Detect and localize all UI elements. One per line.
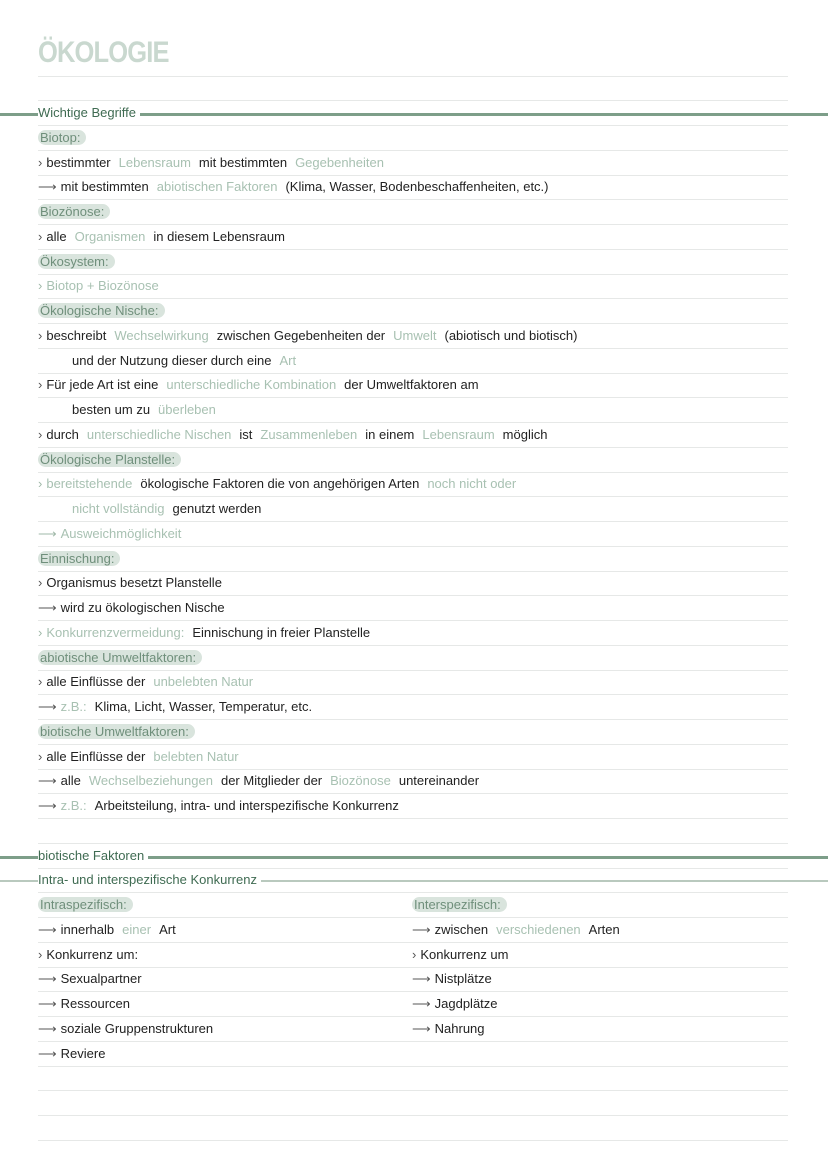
arrow-icon: ⟶ <box>412 1020 431 1036</box>
note-text: belebten Natur <box>153 748 239 764</box>
note-left-column <box>38 203 118 221</box>
arrow-icon: ⟶ <box>38 525 57 541</box>
section-heading: Wichtige Begriffe <box>38 105 140 120</box>
note-text: bereitstehende <box>46 476 133 492</box>
arrow-icon: ⟶ <box>38 1020 57 1036</box>
note-line <box>38 151 788 176</box>
note-text: mit bestimmten <box>60 179 149 195</box>
arrow-icon: ⟶ <box>38 996 57 1011</box>
note-text: z.B.: <box>60 798 87 813</box>
bullet-icon: › <box>38 674 43 690</box>
note-line <box>38 670 788 695</box>
note-left-column <box>38 970 150 988</box>
note-text: mit bestimmten <box>198 154 288 170</box>
note-text: ökologische Faktoren die von angehörigen Arten <box>140 476 420 492</box>
note-left-column <box>38 104 148 122</box>
note-text: alle Einflüsse der <box>46 674 146 690</box>
note-line <box>38 349 788 374</box>
note-line <box>38 472 788 497</box>
note-text: Nistplätze <box>434 971 492 987</box>
note-text: Gegebenheiten <box>295 154 384 170</box>
note-line <box>38 200 788 225</box>
note-line <box>38 646 788 671</box>
note-line <box>38 274 788 299</box>
note-line <box>38 299 788 324</box>
note-left-column <box>38 352 304 370</box>
note-text: Sexualpartner <box>60 971 142 987</box>
section-heading: Intra- und interspezifische Konkurrenz <box>38 872 261 887</box>
note-text: (Klima, Wasser, Bodenbeschaffenheiten, etc.) <box>285 179 549 195</box>
note-left-column <box>38 277 167 295</box>
note-left-column <box>38 698 320 716</box>
note-text: Ausweichmöglichkeit <box>60 525 182 541</box>
note-right-column <box>412 970 500 988</box>
note-line <box>38 621 788 646</box>
note-line <box>38 720 788 745</box>
note-line <box>38 794 788 819</box>
arrow-icon: ⟶ <box>38 600 57 615</box>
term-label: biotische Umweltfaktoren: <box>38 724 195 739</box>
bullet-icon: › <box>38 154 43 170</box>
note-line <box>38 175 788 200</box>
arrow-icon: ⟶ <box>412 996 431 1011</box>
note-left-column <box>38 129 94 147</box>
note-line <box>38 918 788 943</box>
note-left-column <box>38 599 233 617</box>
note-text: ist <box>239 426 253 442</box>
note-text: Art <box>159 921 176 937</box>
note-text: Lebensraum <box>422 426 495 442</box>
note-text: Arbeitsteilung, intra- und interspezifische Konkurrenz <box>94 798 399 813</box>
note-left-column <box>38 624 378 642</box>
note-line <box>38 695 788 720</box>
note-left-column <box>38 500 269 518</box>
note-text: besten um zu <box>72 402 151 417</box>
bullet-icon: › <box>38 278 43 294</box>
note-text: zwischen <box>434 921 489 937</box>
note-left-column <box>38 995 138 1013</box>
note-line <box>38 497 788 522</box>
note-text: soziale Gruppenstrukturen <box>60 1020 214 1036</box>
term-label: Einnischung: <box>38 551 120 566</box>
bullet-icon: › <box>38 377 43 393</box>
arrow-icon: ⟶ <box>38 971 57 987</box>
note-line <box>38 547 788 572</box>
note-left-column <box>38 253 123 271</box>
bullet-icon: › <box>38 946 43 962</box>
note-text: unbelebten Natur <box>153 674 254 690</box>
note-text: der Umweltfaktoren am <box>344 377 479 393</box>
note-line <box>38 769 788 794</box>
note-text: Konkurrenzvermeidung: <box>46 624 185 640</box>
note-text: Konkurrenz um <box>420 946 509 962</box>
note-line <box>38 250 788 275</box>
note-text: Art <box>279 352 297 368</box>
page-title: ÖKOLOGIE <box>38 36 169 69</box>
note-text: Nahrung <box>434 1020 485 1036</box>
note-text: Einnischung in freier Planstelle <box>192 624 371 640</box>
note-left-column <box>38 475 524 493</box>
note-left-column <box>38 451 189 469</box>
note-right-column <box>412 896 515 914</box>
note-text: Wechselbeziehungen <box>88 773 213 789</box>
arrow-icon: ⟶ <box>38 921 57 937</box>
note-line <box>38 448 788 473</box>
note-right-column <box>412 995 506 1013</box>
note-left-column <box>38 871 269 889</box>
note-line <box>38 992 788 1017</box>
note-text: Organismus besetzt Planstelle <box>46 575 222 591</box>
note-line <box>38 1091 788 1116</box>
note-left-column <box>38 574 230 592</box>
note-left-column <box>38 302 173 320</box>
note-line <box>38 571 788 596</box>
section-heading-row <box>38 868 788 893</box>
bullet-icon: › <box>38 426 43 442</box>
note-left-column <box>38 550 128 568</box>
note-text: unterschiedliche Kombination <box>166 377 337 393</box>
arrow-icon: ⟶ <box>38 798 57 813</box>
note-line <box>38 126 788 151</box>
note-left-column <box>38 673 261 691</box>
note-left-column <box>38 327 585 345</box>
note-text: (abiotisch und biotisch) <box>444 327 578 343</box>
note-text: Jagdplätze <box>434 996 498 1011</box>
note-text: der Mitglieder der <box>220 773 323 789</box>
bullet-icon: › <box>38 476 43 492</box>
arrow-icon: ⟶ <box>38 179 57 195</box>
note-text: Ressourcen <box>60 996 131 1011</box>
note-line <box>38 225 788 250</box>
note-text: genutzt werden <box>172 501 262 516</box>
note-line <box>38 745 788 770</box>
note-left-column <box>38 772 487 790</box>
note-right-column <box>412 946 517 964</box>
note-text: Arten <box>588 921 620 937</box>
term-label: Biotop: <box>38 130 86 145</box>
note-left-column <box>38 921 184 939</box>
note-text: Biotop + Biozönose <box>46 278 159 294</box>
bullet-icon: › <box>38 748 43 764</box>
note-left-column <box>38 1020 221 1038</box>
term-label: Ökologische Planstelle: <box>38 452 181 467</box>
note-line <box>38 52 788 77</box>
note-text: überleben <box>158 402 216 417</box>
note-left-column <box>38 401 224 419</box>
note-line <box>38 1066 788 1091</box>
note-text: einer <box>122 921 152 937</box>
note-line <box>38 76 788 101</box>
note-left-column <box>38 748 247 766</box>
note-line <box>38 1017 788 1042</box>
note-text: wird zu ökologischen Nische <box>60 600 225 615</box>
term-label: Ökologische Nische: <box>38 303 165 318</box>
note-text: Biozönose <box>330 773 391 789</box>
note-text: möglich <box>502 426 548 442</box>
note-line <box>38 398 788 423</box>
note-right-column <box>412 921 628 939</box>
note-text: zwischen Gegebenheiten der <box>216 327 386 343</box>
note-line <box>38 893 788 918</box>
note-text: untereinander <box>398 773 480 789</box>
note-left-column <box>38 797 407 815</box>
note-text: Lebensraum <box>118 154 191 170</box>
note-left-column <box>38 1045 113 1063</box>
note-text: nicht vollständig <box>72 501 165 516</box>
note-left-column <box>38 525 189 543</box>
note-left-column <box>38 376 487 394</box>
note-text: Für jede Art ist eine <box>46 377 159 393</box>
note-text: unterschiedliche Nischen <box>86 426 232 442</box>
note-line <box>38 1042 788 1067</box>
term-label: Biozönose: <box>38 204 110 219</box>
bullet-icon: › <box>38 575 43 591</box>
note-text: und der Nutzung dieser durch eine <box>72 352 272 368</box>
note-left-column <box>38 228 293 246</box>
term-label: Ökosystem: <box>38 254 115 269</box>
note-text: durch <box>46 426 79 442</box>
note-text: Konkurrenz um: <box>46 946 139 962</box>
arrow-icon: ⟶ <box>38 699 57 714</box>
note-text: innerhalb <box>60 921 115 937</box>
note-text: bestimmter <box>46 154 111 170</box>
note-left-column <box>38 723 203 741</box>
arrow-icon: ⟶ <box>38 1045 57 1061</box>
note-text: z.B.: <box>60 699 87 714</box>
arrow-icon: ⟶ <box>412 921 431 937</box>
note-line <box>38 423 788 448</box>
note-line <box>38 324 788 349</box>
term-label: abiotische Umweltfaktoren: <box>38 650 202 665</box>
note-line <box>38 1116 788 1141</box>
bullet-icon: › <box>38 624 43 640</box>
note-text: alle <box>60 773 81 789</box>
note-line <box>38 967 788 992</box>
note-left-column <box>38 154 392 172</box>
note-text: Wechselwirkung <box>114 327 209 343</box>
arrow-icon: ⟶ <box>38 773 57 789</box>
note-text: in diesem Lebensraum <box>153 228 285 244</box>
note-text: Zusammenleben <box>260 426 358 442</box>
note-text: beschreibt <box>46 327 107 343</box>
note-text: noch nicht oder <box>427 476 517 492</box>
note-text: alle Einflüsse der <box>46 748 146 764</box>
note-line <box>38 943 788 968</box>
note-left-column <box>38 649 210 667</box>
note-text: Klima, Licht, Wasser, Temperatur, etc. <box>94 699 313 714</box>
note-line <box>38 373 788 398</box>
arrow-icon: ⟶ <box>412 971 431 987</box>
note-text: Umwelt <box>393 327 437 343</box>
note-text: in einem <box>365 426 415 442</box>
note-left-column <box>38 847 156 865</box>
note-left-column <box>38 896 141 914</box>
note-left-column <box>38 426 555 444</box>
section-heading-row <box>38 844 788 869</box>
bullet-icon: › <box>412 946 417 962</box>
note-right-column <box>412 1020 493 1038</box>
note-text: alle <box>46 228 67 244</box>
note-text: Organismen <box>74 228 146 244</box>
section-heading: biotische Faktoren <box>38 848 148 863</box>
note-line <box>38 819 788 844</box>
note-text: Reviere <box>60 1045 106 1061</box>
section-heading-row <box>38 101 788 126</box>
note-line <box>38 522 788 547</box>
term-label: Interspezifisch: <box>412 897 507 912</box>
term-label: Intraspezifisch: <box>38 897 133 912</box>
note-left-column <box>38 946 146 964</box>
note-text: verschiedenen <box>496 921 581 937</box>
bullet-icon: › <box>38 228 43 244</box>
note-left-column <box>38 178 557 196</box>
note-line <box>38 596 788 621</box>
note-text: abiotischen Faktoren <box>156 179 278 195</box>
bullet-icon: › <box>38 327 43 343</box>
